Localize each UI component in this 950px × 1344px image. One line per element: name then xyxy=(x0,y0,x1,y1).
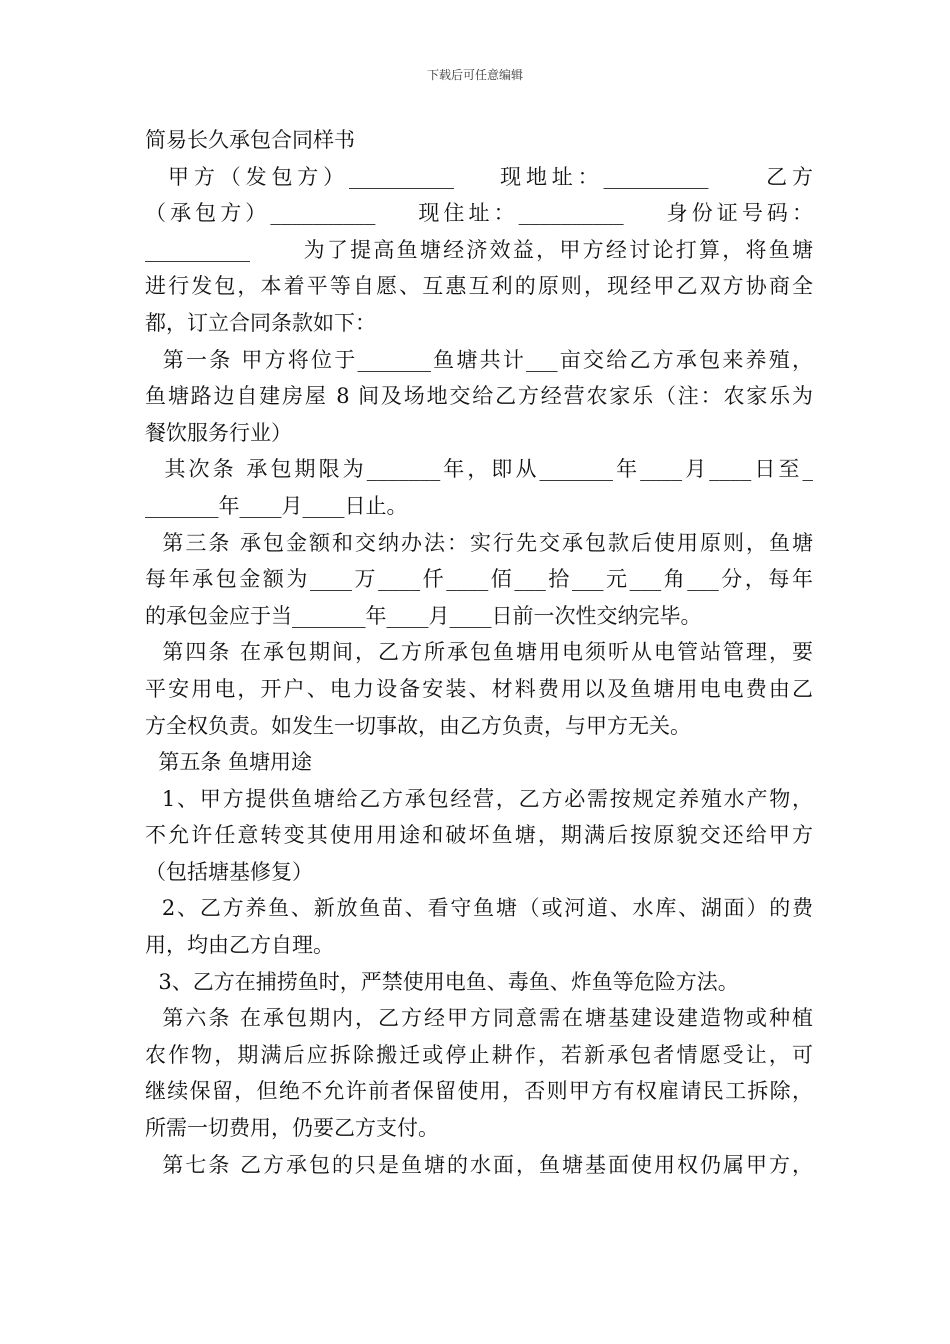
body-line: 其次条 承包期限为_______年，即从_______年____月____日至_ xyxy=(145,457,813,482)
document-title: 简易长久承包合同样书 xyxy=(145,128,355,152)
body-line: 不允许任意转变其使用用途和破坏鱼塘，期满后按原貌交还给甲方 xyxy=(145,823,813,848)
body-line: 用，均由乙方自理。 xyxy=(145,933,334,958)
body-line: 鱼塘路边自建房屋 8 间及场地交给乙方经营农家乐（注：农家乐为 xyxy=(145,384,813,409)
body-line: （包括塘基修复） xyxy=(145,859,313,884)
body-line: 第六条 在承包期内，乙方经甲方同意需在塘基建设建造物或种植 xyxy=(145,1006,813,1031)
body-line: _______年____月____日止。 xyxy=(145,493,408,518)
body-line: __________ 为了提高鱼塘经济效益，甲方经讨论打算，将鱼塘 xyxy=(145,237,813,262)
body-line: 第五条 鱼塘用途 xyxy=(145,750,313,775)
body-line: 农作物，期满后应拆除搬迁或停止耕作，若新承包者情愿受让，可 xyxy=(145,1042,813,1067)
body-line: 都，订立合同条款如下： xyxy=(145,310,376,335)
body-line: 平安用电，开户、电力设备安装、材料费用以及鱼塘用电电费由乙 xyxy=(145,676,813,701)
body-line: 第七条 乙方承包的只是鱼塘的水面，鱼塘基面使用权仍属甲方， xyxy=(145,1152,813,1177)
body-line: 甲方（发包方）__________ 现地址：__________ 乙方 xyxy=(145,164,813,189)
body-line: 所需一切费用，仍要乙方支付。 xyxy=(145,1116,439,1141)
body-line: 1、甲方提供鱼塘给乙方承包经营，乙方必需按规定养殖水产物， xyxy=(145,786,813,811)
body-line: 餐饮服务行业） xyxy=(145,420,292,445)
body-line: 进行发包，本着平等自愿、互惠互利的原则，现经甲乙双方协商全 xyxy=(145,274,813,299)
body-line: 第一条 甲方将位于_______鱼塘共计___亩交给乙方承包来养殖， xyxy=(145,347,813,372)
body-line: 3、乙方在捕捞鱼时，严禁使用电鱼、毒鱼、炸鱼等危险方法。 xyxy=(145,969,739,994)
body-line: （承包方）__________ 现住址：__________ 身份证号码： xyxy=(145,201,813,226)
body-line: 的承包金应于当_______年____月____日前一次性交纳完毕。 xyxy=(145,603,702,628)
body-line: 方全权负责。如发生一切事故，由乙方负责，与甲方无关。 xyxy=(145,713,691,738)
body-line: 第四条 在承包期间，乙方所承包鱼塘用电须听从电管站管理，要 xyxy=(145,640,813,665)
body-line: 每年承包金额为____万____仟____佰___拾___元___角___分，每年 xyxy=(145,567,813,592)
body-line: 继续保留，但绝不允许前者保留使用，否则甲方有权雇请民工拆除， xyxy=(145,1079,813,1104)
contract-body xyxy=(145,122,813,1183)
body-line: 2、乙方养鱼、新放鱼苗、看守鱼塘（或河道、水库、湖面）的费 xyxy=(145,896,813,921)
body-line: 第三条 承包金额和交纳办法：实行先交承包款后使用原则，鱼塘 xyxy=(145,530,813,555)
page-header: 下载后可任意编辑 xyxy=(426,68,523,82)
